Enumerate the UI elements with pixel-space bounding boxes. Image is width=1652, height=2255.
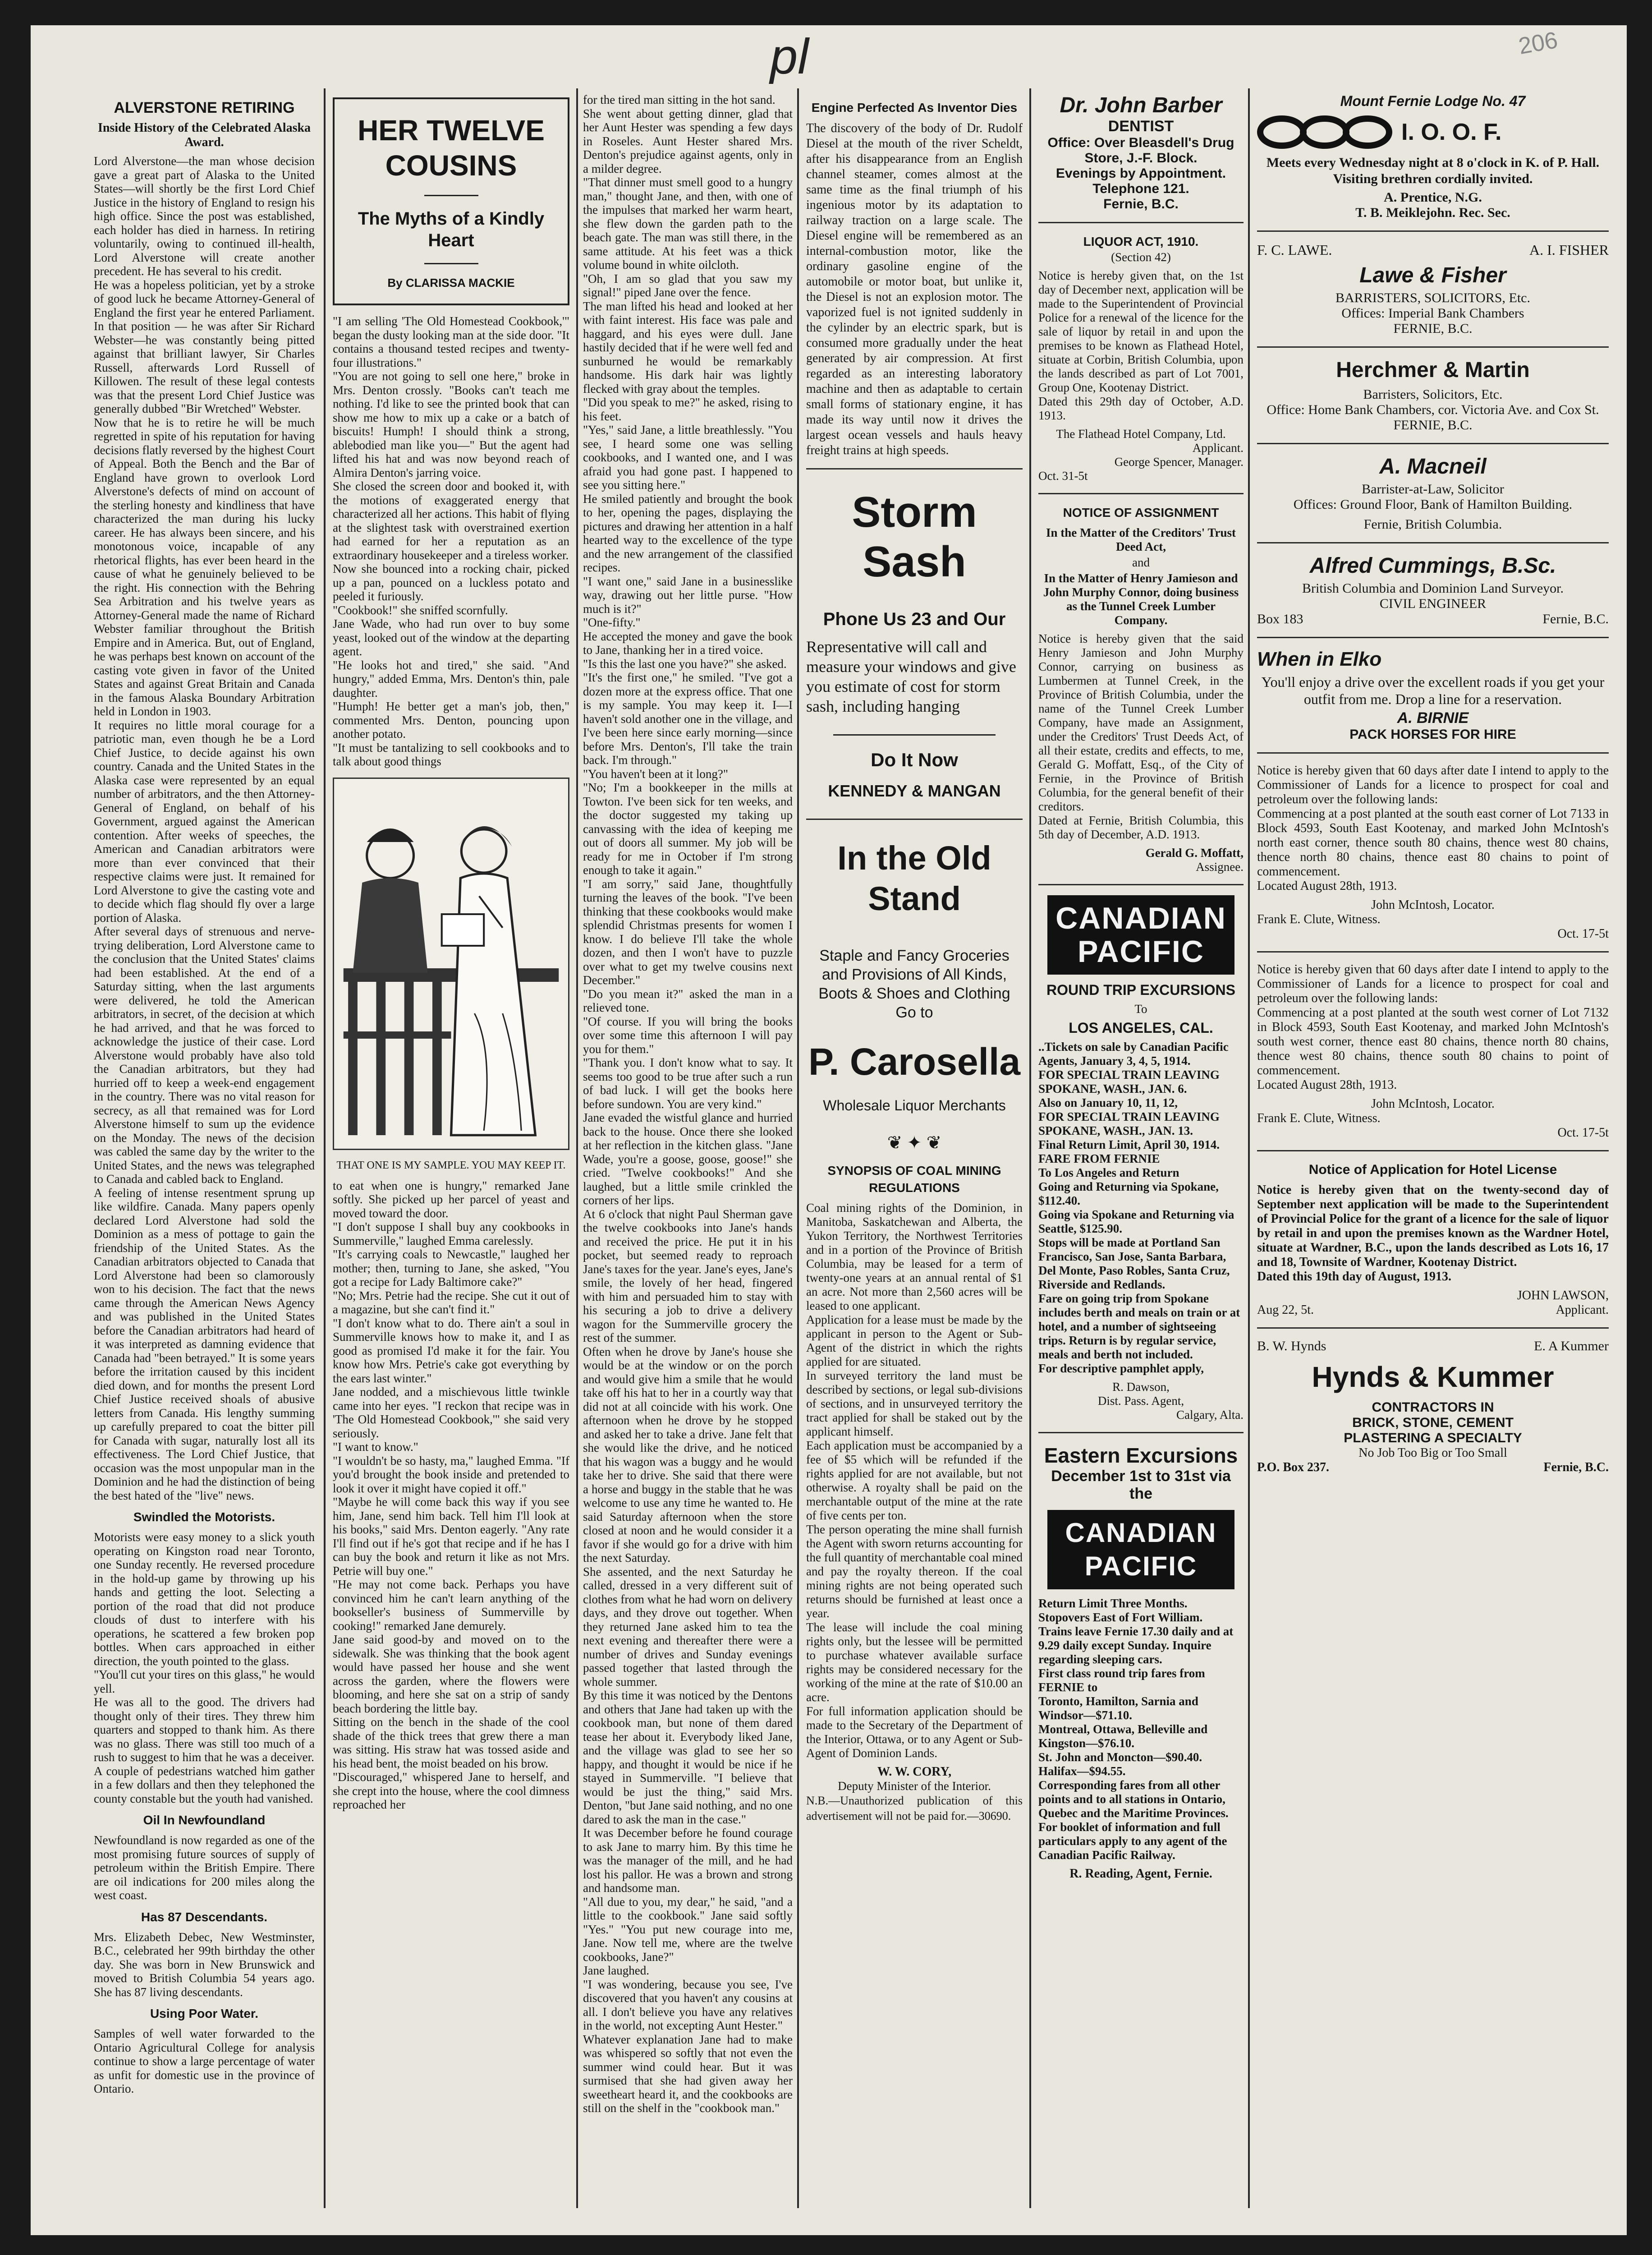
old-stand-tag: Wholesale Liquor Merchants — [823, 1097, 1006, 1114]
column-3 — [583, 93, 793, 2213]
herchmer-office: Office: Home Bank Chambers, cor. Victoria Ave. and Cox St. — [1267, 402, 1599, 417]
barber-hours: Evenings by Appointment. — [1055, 166, 1226, 181]
coal-note: N.B.—Unauthorized publication of this advertisement will not be paid for.—30690. — [806, 1794, 1023, 1822]
assignment-signer: Gerald G. Moffatt, — [1145, 846, 1244, 860]
macneil-office: Offices: Ground Floor, Bank of Hamilton Building. — [1293, 497, 1573, 512]
coal-licence-locator: John McIntosh, Locator. — [1371, 898, 1495, 912]
storm-sash-cta: Do It Now — [871, 749, 958, 770]
lawe-fisher-role: BARRISTERS, SOLICITORS, Etc. — [1335, 290, 1530, 305]
cp-excursion-to: To — [1134, 1002, 1147, 1016]
hynds-place: Fernie, B.C. — [1543, 1460, 1609, 1474]
article-title: Swindled the Motorists. — [133, 1510, 275, 1524]
hynds-materials: BRICK, STONE, CEMENT — [1352, 1415, 1514, 1430]
handwritten-mark: pl — [770, 29, 809, 84]
article-subtitle: Inside History of the Celebrated Alaska Award. — [97, 121, 311, 149]
eastern-agent: R. Reading, Agent, Fernie. — [1069, 1867, 1212, 1881]
cummings-box: Box 183 — [1257, 612, 1303, 626]
liquor-act-company: The Flathead Hotel Company, Ltd. — [1056, 427, 1226, 441]
coal-licence-notice: Notice is hereby given that 60 days after date I intend to apply to the Commissioner of Lands for a licence to prospect for coal and petroleum over the following lands: Commencing at a post planted at the south west corner of Lot 7132 in Block 4593, South East Kootenay, and marked John McIntosh's south west corner, thence east 80 chains, thence north 80 chains, thence west 80 chains, thence south 80 chains to point of commencement. Located August 28th, 1913. — [1257, 962, 1609, 1092]
story-title-box — [333, 97, 569, 305]
liquor-act-ref: Oct. 31-5t — [1038, 469, 1088, 483]
article-title: Oil In Newfoundland — [143, 1813, 266, 1827]
hynds-role: CONTRACTORS IN — [1372, 1400, 1494, 1415]
cummings-place: Fernie, B.C. — [1542, 612, 1609, 626]
column-rule — [1029, 88, 1031, 2208]
cummings-name: Alfred Cummings, B.Sc. — [1309, 554, 1556, 578]
article-body: The discovery of the body of Dr. Rudolf Diesel at the mouth of the river Scheldt, after his disappearance from an English channel steamer, comes almost at the same time as the final triumph of his ingenious motor by its adaptation to railway traction on a large scale. The Diesel engine will be remembered as an internal-combustion motor, like the ordinary gasoline engine of the automobile or motor boat, but unlike it, the Diesel is not an explosion motor. The vaporized fuel is not ignited suddenly in the cylinder by an electric spark, but is consumed more gradually under the heat generated by air compression. At first regarded as an interesting laboratory machine and then as adaptable to certain small forms of stationary engine, it has made its way until now it drives the largest ocean vessels and hauls heavy freight trains at high speeds. — [806, 121, 1023, 457]
page-number-mark: 206 — [1516, 27, 1560, 60]
article-body: Mrs. Elizabeth Debec, New Westminster, B.C., celebrated her 99th birthday the other day. She was born in New Brunswick and moved to British Columbia 54 years ago. She has 87 living descendants. — [94, 1930, 315, 1999]
old-stand-text: Staple and Fancy Groceries and Provisions of All Kinds, Boots & Shoes and Clothing Go to — [818, 947, 1010, 1021]
three-links-icon — [1257, 114, 1392, 150]
column-rule — [324, 88, 326, 2208]
elko-name: A. BIRNIE — [1397, 709, 1469, 727]
elko-tag: PACK HORSES FOR HIRE — [1349, 727, 1516, 742]
old-stand-title: In the Old Stand — [837, 839, 991, 917]
column-rule — [576, 88, 578, 2208]
eastern-excursions-subtitle: December 1st to 31st via the — [1051, 1468, 1231, 1502]
barber-role: DENTIST — [1108, 118, 1174, 135]
cp-agent-title: Dist. Pass. Agent, — [1097, 1394, 1184, 1408]
article-body: Newfoundland is now regarded as one of the most promising future sources of supply of petroleum within the British Empire. There are oil indications for 200 miles along the west coast. — [94, 1833, 315, 1902]
lodge-title: Mount Fernie Lodge No. 47 — [1340, 93, 1526, 109]
cp-excursion-text: ..Tickets on sale by Canadian Pacific Agents, January 3, 4, 5, 1914. FOR SPECIAL TRAIN LEAVING SPOKANE, WASH., JAN. 6. Also on January 10, 11, 12, FOR SPECIAL TRAIN LEAVING SPOKANE, WASH., JAN. 13. Final Return Limit, April 30, 1914. FARE FROM FERNIE To Los Angeles and Return Going and Returning via Spokane, $112.40. Going via Spokane and Returning via Seattle, $125.90. Stops will be made at Portland San Francisco, San Jose, Santa Barbara, Del Monte, Paso Robles, Santa Cruz, Riverside and Redlands. Fare on going trip from Spokane includes berth and meals on train or at hotel, and a number of sightseeing trips. Return is by regular service, meals and berth not included. For descriptive pamphlet apply, — [1038, 1040, 1240, 1375]
lodge-ng: A. Prentice, N.G. — [1384, 190, 1482, 205]
column-2 — [333, 93, 569, 2213]
elko-title: When in Elko — [1257, 648, 1382, 670]
liquor-act-section: (Section 42) — [1111, 250, 1171, 264]
assignment-matter-1: In the Matter of the Creditors' Trust Deed Act, — [1046, 526, 1236, 553]
lawe-fisher-office: Offices: Imperial Bank Chambers — [1341, 306, 1524, 321]
herchmer-role: Barristers, Solicitors, Etc. — [1363, 387, 1503, 402]
coal-licence-notice: Notice is hereby given that 60 days after date I intend to apply to the Commissioner of Lands for a licence to prospect for coal and petroleum over the following lands: Commencing at a post planted at the south east corner of Lot 7133 in Block 4593, South East Kootenay, and marked John McIntosh's north east corner, thence south 80 chains, thence west 80 chains, thence north 80 chains, thence east 80 chains to point of commencement. Located August 28th, 1913. — [1257, 764, 1609, 893]
article-body: Motorists were easy money to a slick youth operating on Kingston road near Toronto, one Sunday recently. He reversed procedure in the hold-up game by throwing up his hands and getting the loot. Selecting a portion of the road that did not produce clouds of dust to interfere with his operations, he scattered a few broken pop bottles. When cars approached in either direction, the youth pointed to the glass. "You'll cut your tires on this glass," he would yell. He was all to the good. The drivers had thought only of their tires. They threw him quarters and stopped to thank him. As there was no glass. There was still too much of a rush to suggest to him that he was a deceiver. A couple of pedestrians watched him gather in a few dollars and then they telephoned the county constable but the youth had vanished. — [94, 1530, 315, 1805]
coal-licence-witness: Frank E. Clute, Witness. — [1257, 1111, 1381, 1125]
coal-licence-witness: Frank E. Clute, Witness. — [1257, 912, 1381, 926]
lawe-name: F. C. LAWE. — [1257, 242, 1332, 258]
article-body: Lord Alverstone—the man whose decision gave a great part of Alaska to the United States—will shortly be the first Lord Chief Justice in the history of England to resign his high office. Since the post was established, each holder has died in harness. In retiring voluntarily, owing to continued ill-health, Lord Alverstone will create another precedent. He has several to his credit. He was a hopeless politician, yet by a stroke of good luck he became Attorney-General of England the first year he entered Parliament. In that position — he was after Sir Richard Webster—he was constantly being pitted against that brilliant lawyer, Sir Charles Russell, afterwards Lord Russell of Killowen. The result of these legal contests was that the present Lord Chief Justice was generally dubbed "Bir Wretched" Webster. Now that he is to retire he will be much regretted in spite of his reputation for having decisions flatly reversed by the highest Court of Appeal. Both the Bench and the Bar of England have grown to overlook Lord Alverstone's defects of mind on account of the sterling honesty and kindliness that have characterized the man during his lucky career. He has always been sincere, and his monotonous voice, incapable of any rhetorical flights, has ever been heard in the cause of what he genuinely believed to be the right. His connection with the Behring Sea Arbitration and his twelve years as Attorney-General made the name of Richard Webster familiar throughout the British Empire and in America. But, out of England, he was perhaps best known on account of the casting vote given in favor of the United States and against Great Britain and Canada in the famous Alaska Boundary Arbitration held in London in 1903. It requires no little moral courage for a patriotic man, even though he be a Lord Chief Justice, to decide against his own country. Canada and the United States in the Alaska case were represented by an equal number of arbitrators, and the then Attorney-General of England, on behalf of his Government, argued against the American contention. After weeks of speeches, the American and Canadian arbitrators were more than ever convinced that their respective claims were just. It remained for Lord Alverstone to give the casting vote and to decide which flag should fly over a large portion of Alaska. After several days of strenuous and nerve-trying deliberation, Lord Alverstone came to the conclusion that the United States' claims had been established. At the end of a Saturday sitting, when the last arguments were delivered, he told the American arbitrators, in secret, of the decision at which he had arrived, and that he was forced to acknowledge the justice of their case. Lord Alverstone would probably have also told the Canadian arbitrators, but they had hurried off to keep a week-end engagement in the country. There was no vital reason for secrecy, as all that remained was for Lord Alverstone himself to sum up the evidence on the Monday. The news of the decision was cabled the same day by the writer to the United States, and the news was telegraphed to Canada and cabled back to England. A feeling of intense resentment sprung up like wildfire. Canada. Many papers openly declared Lord Alverstone had sold the Dominion as a mess of pottage to gain the friendship of the United States. As the Canadian arbitrators objected to Canada that Lord Alverstone had been so clamorously won to his decision. The fact that the news came through the American News Agency and was published in the United States before the Canadian arbitrators had heard of it was interpreted as damning evidence that Canada had "been betrayed." It is some years before the irritation caused by this incident died down, and for months the present Lord Chief Justice received shoals of abusive letters from Canada. His lengthy summing up carefully prepared to coat the bitter pill for Canada with sugar, naturally lost all its effectiveness. The Lord Chief Justice, that occasion was the most unpopular man in the Dominion and he had the distinction of being the best hated of the "live" news. — [94, 154, 315, 1502]
barber-place: Fernie, B.C. — [1103, 197, 1179, 212]
coal-licence-ref: Oct. 17-5t — [1557, 1126, 1609, 1140]
storm-sash-phone: Phone Us 23 and Our — [823, 609, 1006, 629]
cummings-role-2: CIVIL ENGINEER — [1379, 596, 1487, 611]
elko-text: You'll enjoy a drive over the excellent roads if you get your outfit from me. Drop a line for a reservation. — [1261, 674, 1605, 707]
coal-regulations-title: SYNOPSIS OF COAL MINING REGULATIONS — [827, 1164, 1001, 1195]
coal-signer-title: Deputy Minister of the Interior. — [838, 1779, 991, 1793]
barber-office: Office: Over Bleasdell's Drug Store, J.-F. Block. — [1047, 135, 1234, 166]
eastern-excursions-title: Eastern Excursions — [1044, 1444, 1238, 1467]
cp-agent-place: Calgary, Alta. — [1176, 1408, 1244, 1422]
macneil-place: Fernie, British Columbia. — [1363, 517, 1502, 532]
column-4 — [806, 93, 1023, 2213]
kummer-name: E. A Kummer — [1534, 1339, 1609, 1353]
hynds-kummer-firm: Hynds & Kummer — [1312, 1361, 1554, 1393]
coal-licence-ref: Oct. 17-5t — [1557, 927, 1609, 941]
hotel-license-date: Aug 22, 5t. — [1257, 1303, 1314, 1317]
article-title: Has 87 Descendants. — [141, 1910, 268, 1924]
coal-licence-locator: John McIntosh, Locator. — [1371, 1097, 1495, 1111]
liquor-act-manager: George Spencer, Manager. — [1114, 455, 1244, 469]
hotel-license-name: JOHN LAWSON, — [1517, 1289, 1609, 1302]
illustration-caption: THAT ONE IS MY SAMPLE. YOU MAY KEEP IT. — [336, 1159, 566, 1171]
cp-excursion-dest: LOS ANGELES, CAL. — [1069, 1020, 1213, 1036]
lodge-text: Meets every Wednesday night at 8 o'clock in K. of P. Hall. Visiting brethren cordially invited. — [1266, 155, 1600, 186]
assignment-title: NOTICE OF ASSIGNMENT — [1063, 506, 1219, 520]
cummings-role: British Columbia and Dominion Land Surveyor. — [1302, 581, 1564, 596]
macneil-role: Barrister-at-Law, Solicitor — [1362, 482, 1504, 497]
column-1 — [94, 93, 315, 2213]
assignment-text: Notice is hereby given that the said Henry Jamieson and John Murphy Connor, carrying on business as Lumbermen at Tunnel Creek, in the Province of British Columbia, under the name of the Tunnel Creek Lumber Company, have made an Assignment, under the Creditors' Trust Deeds Act, of all their estate, credits and effects, to me, Gerald G. Moffatt, Esq., of the City of Fernie, in the Province of British Columbia, for the general benefit of their creditors. Dated at Fernie, British Columbia, this 5th day of December, A.D. 1913. — [1038, 632, 1244, 841]
storm-sash-ad-title: Storm Sash — [852, 488, 977, 586]
hynds-name: B. W. Hynds — [1257, 1339, 1326, 1353]
story-title: HER TWELVE COUSINS — [358, 114, 545, 182]
story-body: "I am selling 'The Old Homestead Cookbook,'" began the dusty looking man at the side door. "It contains a thousand tested recipes and twenty-four illustrations." "You are not going to sell one here," broke in Mrs. Denton crossly. "Books can't teach me nothing. I'd like to see the printed book that can show me how to mix up a cake or a batch of biscuits! Humph! I should think a strong, ablebodied man like you—" But the agent had lifted his hat and was now beyond reach of Almira Denton's jarring voice. She closed the screen door and booked it, with the motions of exaggerated energy that characterized all her actions. This habit of flying at the slightest task with overstrained exertion had earned for her a reputation as an extraordinary housekeeper and a tireless worker. Now she bounced into a rocking chair, picked up a pan, pounced on a luckless potato and peeled it furiously. "Cookbook!" she sniffed scornfully. Jane Wade, who had run over to buy some yeast, looked out of the window at the departing agent. "He looks hot and tired," she said. "And hungry," added Emma, Mrs. Denton's thin, pale daughter. "Humph! He better get a man's job, then," commented Mrs. Denton, pouncing upon another potato. "It must be tantalizing to sell cookbooks and to talk about good things — [333, 314, 569, 768]
couple-illustration — [334, 779, 568, 1149]
hynds-small: No Job Too Big or Too Small — [1358, 1446, 1507, 1460]
lodge-sec: T. B. Meiklejohn. Rec. Sec. — [1355, 205, 1510, 220]
column-rule — [1248, 88, 1250, 2208]
lodge-order: I. O. O. F. — [1401, 119, 1502, 145]
newspaper-page — [31, 25, 1627, 2235]
coal-regulations-text: Coal mining rights of the Dominion, in Manitoba, Saskatchewan and Alberta, the Yukon Territory, the Northwest Territories and in a portion of the Province of British Columbia, may be leased for a term of twenty-one years at an annual rental of $1 an acre. Not more than 2,560 acres will be leased to one applicant. Application for a lease must be made by the applicant in person to the Agent or Sub-Agent of the district in which the rights applied for are situated. In surveyed territory the land must be described by sections, or legal sub-divisions of sections, and in unsurveyed territory the tract applied for shall be staked out by the applicant himself. Each application must be accompanied by a fee of $5 which will be refunded if the rights applied for are not available, but not otherwise. A royalty shall be paid on the merchantable output of the mine at the rate of five cents per ton. The person operating the mine shall furnish the Agent with sworn returns accounting for the full quantity of merchantable coal mined and pay the royalty thereon. If the coal mining rights are not being operated such returns should be furnished at least once a year. The lease will include the coal mining rights only, but the lessee will be permitted to purchase whatever available surface rights may be considered necessary for the working of the mine at the rate of $10.00 an acre. For full information application should be made to the Secretary of the Department of the Interior, Ottawa, or to any Agent or Sub-Agent of Dominion Lands. — [806, 1201, 1023, 1760]
hotel-license-title: Notice of Application for Hotel License — [1308, 1162, 1557, 1177]
cp-agent: R. Dawson, — [1112, 1380, 1170, 1394]
lawe-fisher-place: FERNIE, B.C. — [1393, 321, 1473, 336]
fisher-name: A. I. FISHER — [1529, 242, 1609, 258]
article-title: ALVERSTONE RETIRING — [114, 99, 295, 116]
canadian-pacific-logo: CANADIAN PACIFIC — [1047, 1510, 1234, 1589]
canadian-pacific-logo: CANADIAN PACIFIC — [1047, 895, 1234, 975]
assignment-signer-role: Assignee. — [1196, 860, 1244, 874]
column-5 — [1038, 93, 1244, 2213]
ornament-divider: ❦ ✦ ❦ — [887, 1132, 942, 1153]
storm-sash-text: Representative will call and measure your windows and give you estimate of cost for storm sash, including hanging — [806, 638, 1016, 715]
barber-phone: Telephone 121. — [1092, 181, 1189, 196]
story-byline: By CLARISSA MACKIE — [387, 276, 515, 290]
hotel-license-text: Notice is hereby given that on the twenty-second day of September next application will be made to the Superintendent of Provincial Police for the grant of a licence for the sale of liquor by retail in and upon the premises known as the Wardner Hotel, situate at Wardner, B.C., upon the lands described as Lots 16, 17 and 18, Townsite of Wardner, Kootenay District. Dated this 19th day of August, 1913. — [1257, 1183, 1609, 1284]
article-title: Engine Perfected As Inventor Dies — [811, 101, 1018, 115]
column-rule — [797, 88, 799, 2208]
old-stand-name: P. Carosella — [808, 1040, 1021, 1083]
story-body: to eat when one is hungry," remarked Jane softly. She picked up her parcel of yeast and moved toward the door. "I don't suppose I shall buy any cookbooks in Summerville," laughed Emma carelessly. "It's carrying coals to Newcastle," laughed her mother; then, turning to Jane, she asked, "You got a recipe for Lady Baltimore cake?" "No; Mrs. Petrie had the recipe. She cut it out of a magazine, but she can't find it." "I don't know what to do. There ain't a soul in Summerville knows how to make it, and I as good as promised I'd make it for the fair. You know how Mrs. Petrie's cake got everything by the ears last winter." Jane nodded, and a mischievous little twinkle came into her eyes. "I reckon that recipe was in 'The Old Homestead Cookbook,'" she said very seriously. "I want to know." "I wouldn't be so hasty, ma," laughed Emma. "If you'd brought the book inside and pretended to look it over it might have copied it off." "Maybe he will come back this way if you see him, Jane, send him back. Tell him I'll look at his books," said Mrs. Denton eagerly. "Any rate I'll find out if he's got that recipe and if he has I can buy the book and return it like as not Mrs. Petrie will buy one." "He may not come back. Perhaps you have convinced him he can't learn anything of the bookseller's business of Summerville by cooking!" remarked Jane demurely. Jane said good-by and moved on to the sidewalk. She was thinking that the book agent would have passed her house and she went across the garden, where the flowers were blooming, and here she sat on a strip of sandy beach bordering the little bay. Sitting on the bench in the shade of the cool shade of the thick trees that grew there a man was sitting. His straw hat was tossed aside and his head bent, the moist beaded on his brow. "Discouraged," whispered Jane to herself, and she crept into the house, where the cool dimness reproached her — [333, 1178, 569, 1811]
coal-signer: W. W. CORY, — [877, 1765, 952, 1779]
article-body: Samples of well water forwarded to the Ontario Agricultural College for analysis continue to show a large percentage of water as unfit for domestic use in the province of Ontario. — [94, 2027, 315, 2095]
assignment-and: and — [1132, 556, 1150, 569]
story-continuation: for the tired man sitting in the hot sand. She went about getting dinner, glad that her Aunt Hester was spending a few days in Roseles. Aunt Hester shared Mrs. Denton's prejudice against agents, only in a milder degree. "That dinner must smell good to a hungry man," thought Jane, and then, with one of the impulses that marked her warm heart, she flew down the garden path to the beach gate. The man was still there, in the same attitude. At his feet was a thick volume bound in white oilcloth. "Oh, I am so glad that you saw my signal!" piped Jane over the fence. The man lifted his head and looked at her with faint interest. His face was pale and haggard, and his eyes were dull. Jane hastily decided that if he were well fed and sunburned he would be remarkably handsome. His dark hair was lightly flecked with gray about the temples. "Did you speak to me?" he asked, rising to his feet. "Yes," said Jane, a little breathlessly. "You see, I heard some one was selling cookbooks, and I wanted one, and I was afraid you had gone past. I happened to see you sitting here." He smiled patiently and brought the book to her, opening the pages, displaying the pictures and drawing her attention in a half hearted way to the excellence of the type and the new arrangement of the classified recipes. "I want one," said Jane in a businesslike way, drawing out her little purse. "How much is it?" "One-fifty." He accepted the money and gave the book to Jane, thanking her in a tired voice. "Is this the last one you have?" she asked. "It's the first one," he smiled. "I've got a dozen more at the express office. That one is my sample. You may keep it. I—I haven't sold another one in the village, and I've been here since early morning—since before Mrs. Denton's, I'll take the train back. I'm through." "You haven't been at it long?" "No; I'm a bookkeeper in the mills at Towton. I've been sick for ten weeks, and the doctor suggested my taking up canvassing with the idea of keeping me out of doors all summer. My job will be ready for me in October if I'm strong enough to take it again." "I am sorry," said Jane, thoughtfully turning the leaves of the book. "I've been thinking that these cookbooks would make splendid Christmas presents for women I know. I do believe I'll take the whole dozen, and then I won't have to puzzle over what to get my twelve cousins next December." "Do you mean it?" asked the man in a relieved tone. "Of course. If you will bring the books over some time this afternoon I will pay you for them." "Thank you. I don't know what to say. It seems too good to be true after such a run of bad luck. I will get the books here before sundown. You are very kind." Jane evaded the wistful glance and hurried back to the house. Once there she looked at her reflection in the kitchen glass. "Jane Wade, you're a goose, goose, goose!" she cried. "Twelve cookbooks!" And she laughed, but a little smile crinkled the corners of her lips. At 6 o'clock that night Paul Sherman gave the twelve cookbooks into Jane's hands and received the price. He put it in his pocket, but seemed ready to reproach Jane's taxes for the year. Jane's eyes, Jane's smile, the lovely of her head, fingered with him and persuaded him to stay with his securing a job to drive a delivery wagon for the Summerville grocery the rest of the summer. Often when he drove by Jane's house she would be at the window or on the porch and would give him a smile that he would take off his hat to her in a courtly way that did not at all coincide with his work. One afternoon when he drove by he stopped and asked her to take a drive. Jane felt that she would like the drive, and he noticed that his wagon was a buggy and he would take her to drive. She said that there were a horse and buggy in the stable that he was welcome to use any time he wanted to. He said Saturday afternoon when the store closed at noon and he would consider it a favor if she would go for a drive with him the next Saturday. She assented, and the next Saturday he called, dressed in a very different suit of clothes from what he had worn on delivery days, and they drove out together. When they returned Jane asked him to tea the next evening and thereafter there were a number of drives and Sunday evenings passed together that lasted through the whole summer. By this time it was noticed by the Dentons and others that Jane had taken up with the cookbook man, but none of them dared tease her about it. Everybody liked Jane, and the village was glad to see her so happy, and thought it would be nice if he stayed in Summerville. "I believe that would be just the thing," said Mrs. Denton, "but Jane said nothing, and no one dared to ask the man in the case." It was December before he found courage to ask Jane to marry him. By this time he was the manager of the mill, and he had lost his pallor. He was a brown and strong and handsome man. "All due to you, my dear," he said, "and a little to the cookbook." Jane said softly "Yes." "You put new courage into me, Jane. Now tell me, where are the twelve cookbooks, Jane?" Jane laughed. "I was wondering, because you see, I've discovered that you haven't any cousins at all. I don't believe you have any relatives in the world, not excepting Aunt Hester." Whatever explanation Jane had to make was whispered so softly that not even the summer wind could hear. But it was surmised that she had given away her sweetheart heard it, and the cookbooks are still on the shelf in the "cookbook man." — [583, 93, 793, 2115]
eastern-excursions-text: Return Limit Three Months. Stopovers East of Fort William. Trains leave Fernie 17.30 daily and at 9.29 daily except Sunday. Inquire regarding sleeping cars. First class round trip fares from FERNIE to Toronto, Hamilton, Sarnia and Windsor—$71.10. Montreal, Ottawa, Belleville and Kingston—$76.10. St. John and Moncton—$90.40. Halifax—$94.55. Corresponding fares from all other points and to all stations in Ontario, Quebec and the Maritime Provinces. For booklet of information and full particulars apply to any agent of the Canadian Pacific Railway. — [1038, 1597, 1234, 1862]
cp-excursion-title: ROUND TRIP EXCURSIONS — [1046, 982, 1235, 998]
liquor-act-text: Notice is hereby given that, on the 1st day of December next, application will be made to the Superintendent of Provincial Police for a renewal of the licence for the sale of liquor by retail in and upon the premises to be known as Flathead Hotel, situate at Corbin, British Columbia, upon the lands described as part of Lot 7001, Group One, Kootenay District. Dated this 29th day of October, A.D. 1913. — [1038, 269, 1244, 422]
herchmer-firm: Herchmer & Martin — [1336, 358, 1530, 382]
lawe-fisher-firm: Lawe & Fisher — [1359, 263, 1506, 287]
liquor-act-title: LIQUOR ACT, 1910. — [1083, 235, 1199, 249]
hotel-license-applicant: Applicant. — [1556, 1303, 1609, 1317]
column-6 — [1257, 93, 1609, 2213]
hynds-specialty: PLASTERING A SPECIALTY — [1344, 1431, 1522, 1445]
herchmer-place: FERNIE, B.C. — [1393, 418, 1473, 433]
storm-sash-firm: KENNEDY & MANGAN — [828, 782, 1001, 800]
assignment-matter-2: In the Matter of Henry Jamieson and John Murphy Connor, doing business as the Tunnel Creek Lumber Company. — [1043, 571, 1239, 627]
macneil-name: A. Macneil — [1379, 455, 1487, 479]
story-illustration — [333, 778, 569, 1150]
story-subtitle: The Myths of a Kindly Heart — [358, 209, 545, 250]
hynds-box: P.O. Box 237. — [1257, 1460, 1329, 1474]
article-title: Using Poor Water. — [150, 2006, 259, 2020]
liquor-act-applicant: Applicant. — [1192, 441, 1244, 455]
barber-name: Dr. John Barber — [1060, 93, 1222, 117]
